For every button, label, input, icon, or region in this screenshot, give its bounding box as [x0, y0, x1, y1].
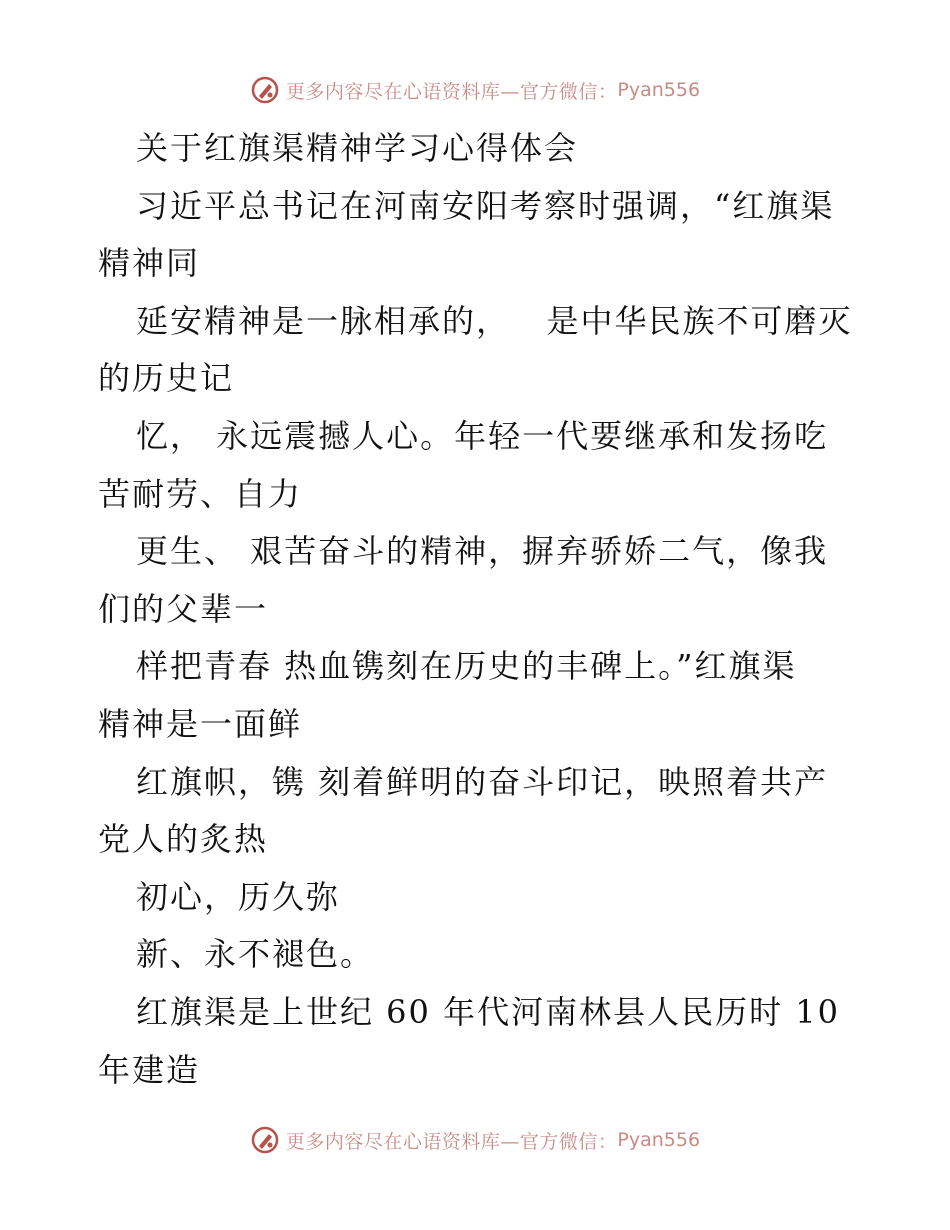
- text-line: 精神同: [98, 244, 201, 283]
- text-line: 们的父辈一: [98, 589, 269, 628]
- watermark-text: 更多内容尽在心语资料库—官方微信：: [285, 80, 618, 103]
- text-line: 更生、 艰苦奋斗的精神，摒弃骄娇二气，像我: [136, 532, 829, 571]
- watermark-text: 更多内容尽在心语资料库—官方微信：: [285, 1130, 618, 1153]
- text-line: 年建造: [98, 1050, 201, 1089]
- text-line: 精神是一面鲜: [98, 704, 303, 743]
- text-line: 红旗帜，镌 刻着鲜明的奋斗印记，映照着共产: [136, 762, 829, 801]
- text-line: 习近平总书记在河南安阳考察时强调，“红旗渠: [136, 186, 835, 225]
- watermark-banner-bottom: [0, 1120, 950, 1160]
- text-line: 新、永不褪色。: [136, 935, 375, 974]
- text-line: 忆， 永远震撼人心。年轻一代要继承和发扬吃: [136, 416, 829, 455]
- pen-logo-icon: [250, 1125, 280, 1155]
- watermark-banner-top: [0, 70, 950, 110]
- text-line: 的历史记: [98, 359, 235, 398]
- text-line: 延安精神是一脉相承的， 是中华民族不可磨灭: [136, 301, 853, 340]
- document-body: [98, 120, 858, 1099]
- text-line: 样把青春 热血镌刻在历史的丰碑上。”红旗渠: [136, 647, 797, 686]
- text-line: 红旗渠是上世纪 60 年代河南林县人民历时 10: [136, 992, 840, 1031]
- text-line: 苦耐劳、自力: [98, 474, 303, 513]
- pen-logo-icon: [250, 75, 280, 105]
- text-line: 初心，历久弥: [136, 877, 341, 916]
- text-line: 党人的炙热: [98, 820, 269, 859]
- watermark-wechat-id: Pyan556: [617, 79, 701, 101]
- document-title: 关于红旗渠精神学习心得体会: [136, 129, 579, 167]
- watermark-wechat-id: Pyan556: [617, 1129, 701, 1151]
